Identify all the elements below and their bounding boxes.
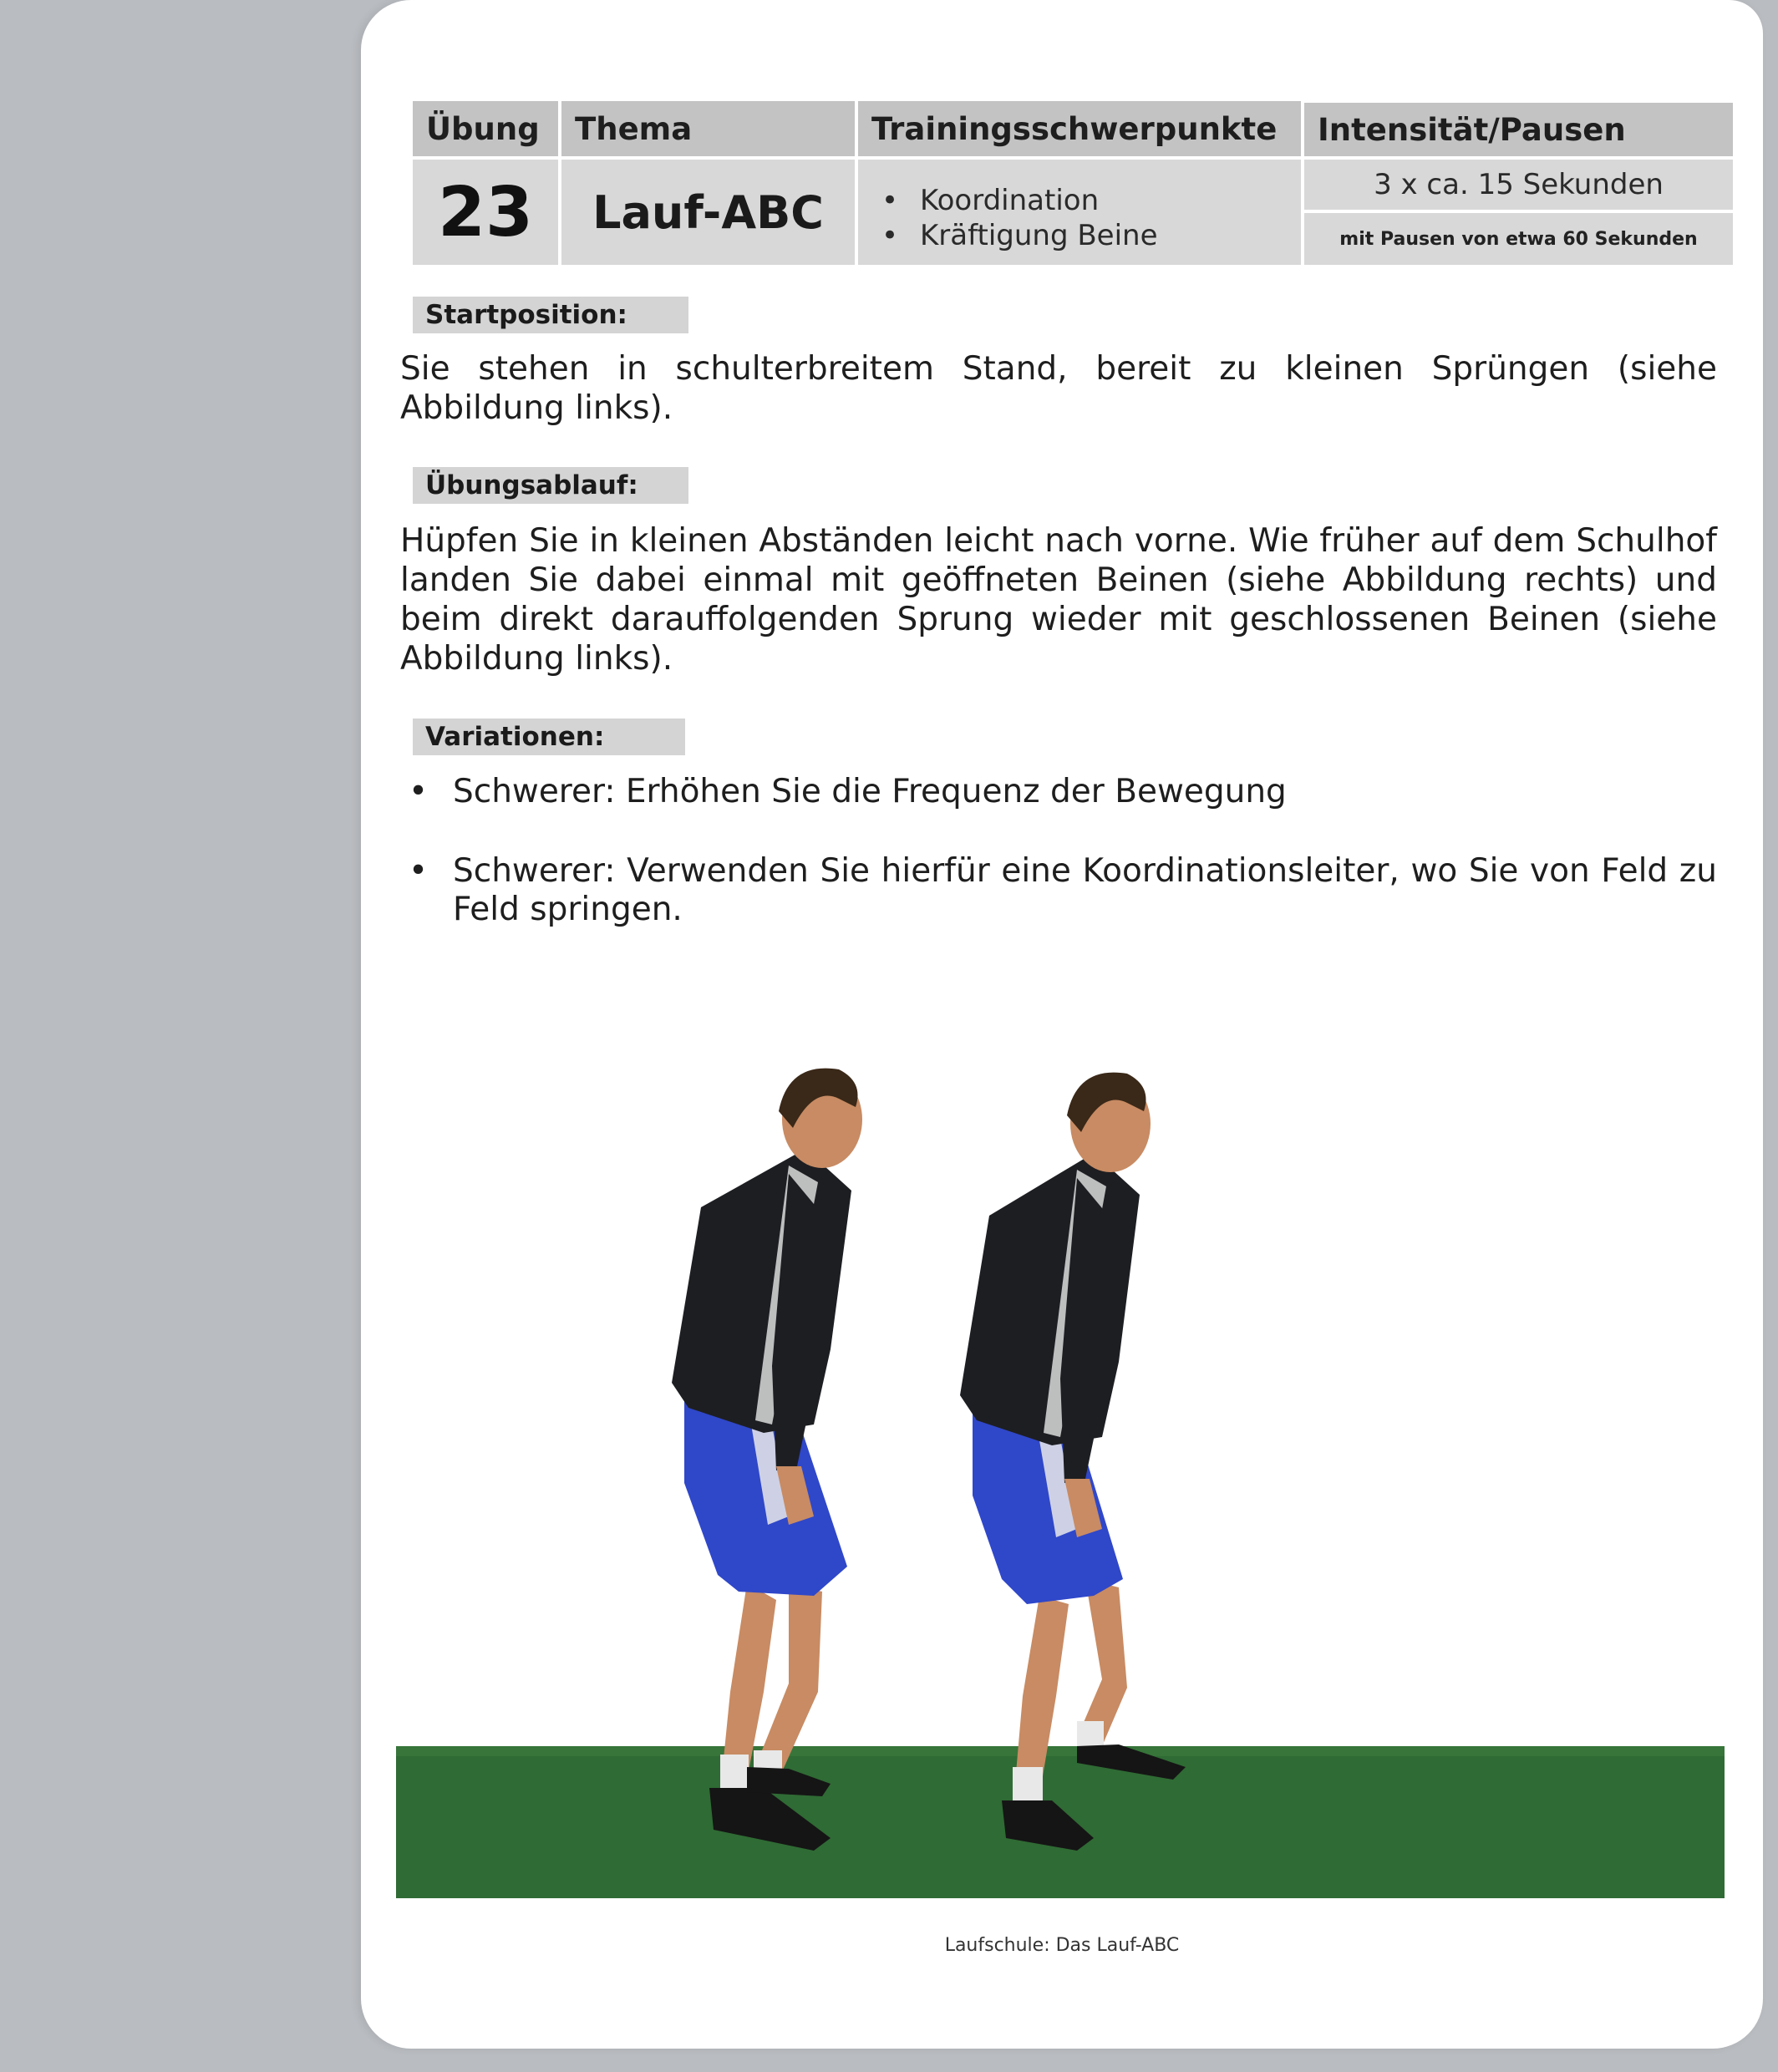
exercise-topic: Lauf-ABC: [561, 160, 855, 265]
variation-item: • Schwerer: Verwenden Sie hierfür eine Koordinationsleiter, wo Sie von Feld zu Feld springen.: [400, 852, 1717, 929]
procedure-label: Übungsablauf:: [413, 467, 688, 504]
exercise-number: 23: [413, 160, 558, 265]
procedure-text: Hüpfen Sie in kleinen Abständen leicht nach vorne. Wie früher auf dem Schulhof landen Sie dabei einmal mit geöffneten Beinen (siehe Abbildung rechts) und beim direkt darauffolgenden Sprung wieder mit geschlossenen Beinen (siehe Abbildung links).: [400, 522, 1717, 678]
start-position-text: Sie stehen in schulterbreitem Stand, bereit zu kleinen Sprüngen (siehe Abbildung links).: [400, 350, 1717, 427]
variation-item: • Schwerer: Erhöhen Sie die Frequenz der Bewegung: [400, 773, 1717, 811]
pause-value: mit Pausen von etwa 60 Sekunden: [1304, 213, 1733, 265]
intensity-value: 3 x ca. 15 Sekunden: [1304, 160, 1733, 210]
header-topic-label: Thema: [561, 101, 855, 156]
header-intensity-label: Intensität/Pausen: [1304, 103, 1733, 156]
exercise-header-table: [413, 101, 1733, 265]
exercise-photo: [396, 1049, 1725, 1898]
focus-list: [858, 160, 1301, 265]
focus-item: • Koordination: [881, 183, 1301, 218]
header-focus-label: Trainingsschwerpunkte: [858, 101, 1301, 156]
focus-item: • Kräftigung Beine: [881, 218, 1301, 253]
header-exercise-label: Übung: [413, 101, 558, 156]
start-position-label: Startposition:: [413, 297, 688, 333]
variations-list: [400, 773, 1717, 929]
page-caption: Laufschule: Das Lauf-ABC: [944, 1935, 1180, 1956]
variations-label: Variationen:: [413, 719, 685, 755]
